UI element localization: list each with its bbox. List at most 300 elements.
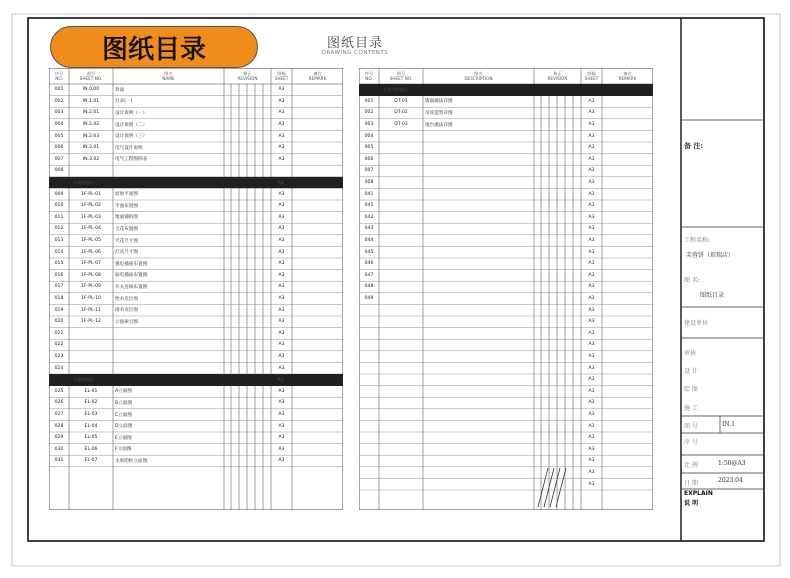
row-name [423,212,536,224]
row-no [359,397,379,409]
row-no: 007 [54,156,64,162]
row-name: 开关连线布置图 [115,284,148,290]
row-no: 001 [54,87,64,93]
row-no: 021 [54,330,64,336]
row-name [423,455,536,467]
row-no: 022 [54,342,64,348]
row-no: 016 [54,272,64,278]
row-sheet-no: 1F-PL-09 [81,284,101,290]
header-en: NO. [365,76,373,81]
explain-en: EXPLAIN [684,490,713,497]
row-size: A3 [278,423,285,429]
row-sheet-no [379,478,423,490]
row-size: A3 [588,458,595,464]
table-row [359,409,653,421]
row-no [359,467,379,479]
drawing-name-label: 图 名: [684,277,700,284]
row-no [359,304,379,316]
row-name [423,397,536,409]
table-row [359,432,653,444]
row-sheet-no: 1F-PL-01 [81,191,101,197]
row-name: 立面索引图 [115,319,138,325]
row-sheet-no: 1F-PL-11 [81,307,101,313]
row-no: 005 [54,133,64,139]
row-no [359,409,379,421]
row-sheet-no [379,165,423,177]
row-sheet-no: IN.2.03 [82,133,100,139]
row-name [423,258,536,270]
row-sheet-no: EL-06 [84,446,98,452]
row-sheet-no [379,188,423,200]
row-size: A3 [588,400,595,406]
header-cn: 图名 [164,71,173,76]
row-sheet-no: 1F-PL-12 [81,319,101,325]
table-row [359,351,653,363]
row-name [423,420,536,432]
row-size: A3 [588,110,595,116]
row-no: 001 [364,98,374,104]
row-no: 023 [54,354,64,360]
table-row [359,142,653,154]
row-name [423,374,536,386]
row-size: A3 [588,122,595,128]
table-row [49,328,343,340]
row-sheet-no: 1F-PL-02 [81,203,101,209]
row-no [359,351,379,363]
row-size: A3 [278,296,285,302]
row-size: A3 [588,446,595,452]
header-cn: 序号 [54,71,64,76]
row-sheet-no [379,281,423,293]
row-name: 目录(一) [115,99,133,105]
row-sheet-no: IN.1.01 [82,98,100,104]
table-row [49,304,343,316]
row-name [423,304,536,316]
row-size: A3 [278,87,285,93]
design-label: 设 计 [684,368,698,375]
row-sheet-no: EL-02 [84,400,98,406]
header-en: REMARK [308,76,327,81]
construct-label: 施 工 [684,405,698,412]
table-row [49,281,343,293]
row-size: A3 [278,191,285,197]
row-no: 041 [364,191,374,197]
row-sheet-no [379,374,423,386]
row-name: C立面图 [115,412,132,418]
row-no: 024 [54,365,64,371]
table-row [359,235,653,247]
row-name: 电气工程图例表 [115,157,148,163]
row-sheet-no: EL-05 [84,435,98,441]
row-size: A3 [588,319,595,325]
table-row [359,246,653,258]
header-en: SHEET [584,76,599,81]
row-size: A3 [278,145,285,151]
row-name [423,316,536,328]
row-name: 设计说明（三） [115,134,148,140]
row-size: A3 [278,388,285,394]
row-sheet-no [379,177,423,189]
row-no [359,455,379,467]
project-name-value: 芙蓉饼（琼瑞店） [686,252,735,259]
header-cn: 修正 [553,71,562,76]
scale-value: 1:50@A3 [718,460,746,467]
row-size: A3 [588,261,595,267]
row-no: 049 [364,296,374,302]
table-row [49,223,343,235]
row-no [359,339,379,351]
row-sheet-no: DT-01 [394,98,408,104]
row-no: 017 [54,284,64,290]
row-name [423,235,536,247]
table-row [49,455,343,467]
row-no: 009 [54,191,64,197]
row-sheet-no [379,154,423,166]
table-row [359,258,653,270]
row-no: 006 [364,156,374,162]
header-cn: 图幅 [277,71,286,76]
header-cell [423,68,534,84]
row-sheet-no [379,246,423,258]
row-sheet-no [379,223,423,235]
row-size: A3 [588,412,595,418]
row-sheet-no [379,339,423,351]
row-name [423,154,536,166]
header-cell [49,68,69,84]
row-no: 030 [54,446,64,452]
row-sheet-no [69,362,113,374]
row-name: 电气设计说明 [115,145,143,151]
row-size: A3 [588,330,595,336]
header-cell [534,68,581,84]
row-no: 042 [364,214,374,220]
row-no [359,316,379,328]
row-name [423,223,536,235]
row-name: A立面图 [115,389,132,395]
row-sheet-no [379,142,423,154]
row-sheet-no: IN.0.00 [82,87,100,93]
row-no: 043 [364,226,374,232]
row-size: A3 [278,458,285,464]
table-row [49,316,343,328]
table-row [49,130,343,142]
table-row [49,107,343,119]
row-size: A3 [278,156,285,162]
row-name [113,328,226,340]
row-no: 014 [54,249,64,255]
table-row [49,397,343,409]
row-size: A3 [588,388,595,394]
row-sheet-no [69,351,113,363]
scale-label: 比 例 [684,462,698,469]
row-name [423,351,536,363]
table-row [359,328,653,340]
row-size: A3 [278,412,285,418]
section-label: 立面图部分 [73,376,94,382]
row-sheet-no [379,316,423,328]
row-sheet-no [379,386,423,398]
row-name: 水果吧柜立面图 [115,458,148,464]
row-no [359,432,379,444]
row-sheet-no: 1F-PL-07 [81,261,101,267]
table-row [359,478,653,490]
header-cell [359,68,379,84]
row-name: 天花尺寸图 [115,238,138,244]
row-size: A3 [278,354,285,360]
row-name [423,328,536,340]
drawing-name-value: 图纸目录 [700,292,725,299]
row-sheet-no [379,270,423,282]
row-size: A3 [588,98,595,104]
seq-label: 序 号 [684,439,698,446]
row-name [113,165,226,177]
row-name: 吊顶造型详图 [425,110,453,116]
client-label: 建设单位 [684,320,709,327]
row-no: 008 [364,180,374,186]
table-row [49,351,343,363]
row-sheet-no: EL-07 [84,458,98,464]
row-size: A3 [588,377,595,383]
header-cell [292,68,343,84]
row-size: A3 [278,133,285,139]
row-name [423,142,536,154]
section-bar [49,177,343,189]
row-no [359,444,379,456]
table-row [359,467,653,479]
explain-cn: 说 明 [684,500,699,507]
section-label: 平面图部分 [73,179,94,185]
row-no: 005 [364,145,374,151]
table-row [49,444,343,456]
row-sheet-no [379,130,423,142]
row-size: A3 [588,133,595,139]
drawing-no-label: 图 号 [684,423,698,430]
row-no [359,362,379,374]
section-label: 节点大样部分 [383,86,409,92]
table-row [49,154,343,166]
row-size: A3 [588,191,595,197]
table-row [359,444,653,456]
row-size: A3 [278,214,285,220]
row-sheet-no [379,467,423,479]
header-cell [271,68,292,84]
row-name [423,409,536,421]
table-row [359,188,653,200]
row-sheet-no [379,444,423,456]
row-name: 设计说明（一） [115,110,148,116]
row-name: 给水点位图 [115,296,138,302]
row-size: A3 [588,435,595,441]
row-name: 地台做法详图 [425,122,453,128]
table-row [359,397,653,409]
page-title: 图纸目录 [326,36,383,51]
row-sheet-no: IN.2.02 [82,122,100,128]
row-sheet-no [69,339,113,351]
row-size: A3 [278,203,285,209]
row-size: A3 [588,249,595,255]
table-row [359,316,653,328]
header-cn: 修正 [243,71,252,76]
table-row [359,455,653,467]
table-row [359,362,653,374]
row-no: 047 [364,272,374,278]
row-no: 008 [54,168,64,174]
row-size [271,165,292,177]
row-name [423,432,536,444]
table-row [359,420,653,432]
row-no: 028 [54,423,64,429]
table-row [359,223,653,235]
row-size: A3 [588,203,595,209]
row-name: F立面图 [115,447,132,453]
row-size: A3 [588,481,595,487]
header-en: REVISION [237,76,258,81]
row-name [423,386,536,398]
row-size: A3 [278,226,285,232]
row-sheet-no [379,293,423,305]
row-size: A3 [278,435,285,441]
row-name: 弱电插座布置图 [115,273,148,279]
header-en: REVISION [547,76,568,81]
row-sheet-no: 1F-PL-04 [81,226,101,232]
table-row [359,200,653,212]
row-sheet-no [379,212,423,224]
table-row [49,270,343,282]
header-cn: 备注 [623,71,632,76]
row-no: 015 [54,261,64,267]
table-row [49,188,343,200]
section-size: A3 [278,377,284,383]
row-size: A3 [588,156,595,162]
row-name [423,188,536,200]
row-name [423,362,536,374]
row-name [423,281,536,293]
row-name [423,165,536,177]
row-sheet-no: IN.3.01 [82,145,100,151]
review-label: 审核 [684,350,697,357]
left-drawing-table [49,68,343,510]
row-size: A3 [278,342,285,348]
row-no: 029 [54,435,64,441]
row-sheet-no: 1F-PL-06 [81,249,101,255]
row-no: 026 [54,400,64,406]
header-cell [602,68,653,84]
header-cn: 备注 [313,71,322,76]
row-no: 002 [54,98,64,104]
table-row [359,96,653,108]
row-name [423,467,536,479]
table-row [49,293,343,305]
table-row [49,96,343,108]
drawing-no-value: IN.1 [722,421,735,428]
row-size: A3 [278,319,285,325]
row-no: 046 [364,261,374,267]
row-name: 天花布置图 [115,226,138,232]
row-no: 011 [54,214,64,220]
row-sheet-no [379,235,423,247]
row-size: A3 [278,238,285,244]
row-no: 013 [54,238,64,244]
row-size: A3 [588,284,595,290]
row-sheet-no: EL-03 [84,412,98,418]
table-row [359,374,653,386]
row-name [423,177,536,189]
tb-lines [681,120,764,489]
table-row [49,165,343,177]
row-sheet-no: EL-01 [84,388,98,394]
header-en: SHEET NO. [79,76,103,81]
row-no [359,328,379,340]
row-sheet-no [69,165,113,177]
row-size: A3 [278,272,285,278]
row-sheet-no: 1F-PL-08 [81,272,101,278]
row-no [359,420,379,432]
row-no: 031 [54,458,64,464]
page-subtitle: DRAWING CONTENTS [321,50,389,56]
row-size: A3 [588,238,595,244]
row-name: D立面图 [115,424,133,430]
row-no: 003 [54,110,64,116]
row-no: 003 [364,122,374,128]
draw-label: 绘 图 [684,386,698,393]
table-row [49,339,343,351]
table-row [49,142,343,154]
row-size: A3 [278,400,285,406]
row-name [423,339,536,351]
row-sheet-no [379,455,423,467]
row-name: 灯具尺寸图 [115,250,138,256]
row-size: A3 [588,470,595,476]
row-sheet-no: IN.3.02 [82,156,100,162]
table-row [359,154,653,166]
row-sheet-no: 1F-PL-03 [81,214,101,220]
row-sheet-no [379,420,423,432]
table-row [49,409,343,421]
header-cn: 图号 [396,71,406,76]
header-en: DESCRIPTION [464,76,493,81]
table-row [49,258,343,270]
row-name [113,351,226,363]
header-cell [581,68,602,84]
row-size: A3 [588,145,595,151]
row-no: 004 [364,133,374,139]
row-sheet-no [379,328,423,340]
row-size: A3 [588,168,595,174]
row-size: A3 [588,272,595,278]
row-sheet-no [379,351,423,363]
table-row [49,200,343,212]
table-row [49,246,343,258]
row-no [359,478,379,490]
header-cell [379,68,423,84]
row-no: 025 [54,388,64,394]
section-bar [359,84,653,96]
table-header [359,68,653,84]
table-header [49,68,343,84]
row-size: A3 [588,354,595,360]
row-name: 墙面做法详图 [425,99,453,105]
table-row [49,386,343,398]
row-size: A3 [278,446,285,452]
table-row [49,420,343,432]
table-row [359,177,653,189]
table-row [49,362,343,374]
row-name: E立面图 [115,435,132,441]
catalog-badge: 图纸目录 [50,26,258,68]
header-cell [69,68,113,84]
table-row [359,130,653,142]
row-name: 封面 [115,87,125,93]
